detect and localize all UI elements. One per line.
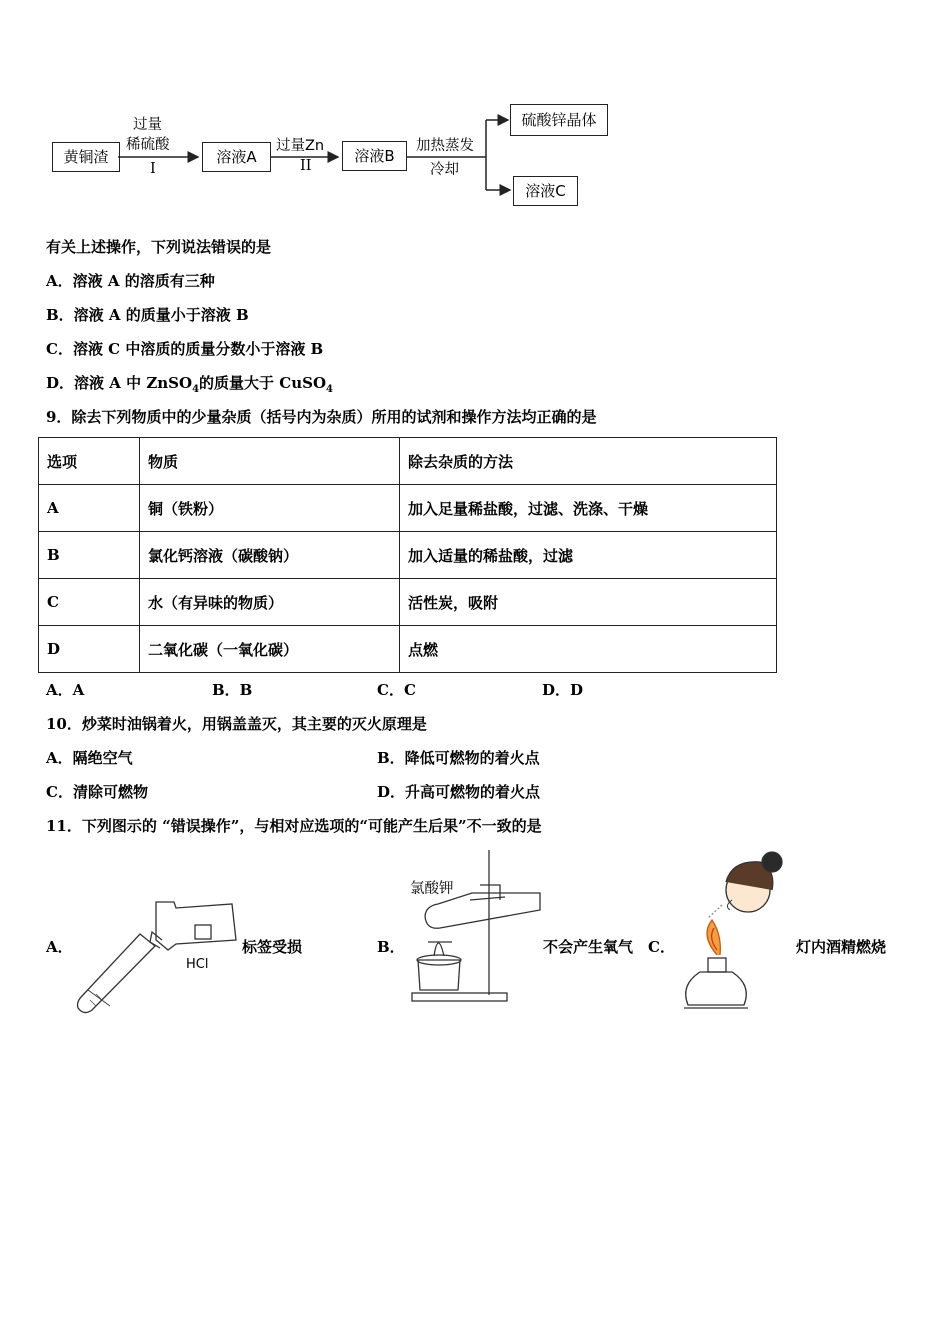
step3-bot-label: 冷却 (430, 162, 459, 178)
table-cell: 活性炭，吸附 (400, 579, 777, 626)
table-cell: B (39, 532, 140, 579)
q11-a-result: 标签受损 (242, 938, 303, 956)
table-row (39, 579, 777, 626)
table-cell: 加入足量稀盐酸，过滤、洗涤、干燥 (400, 485, 777, 532)
table-cell: D (39, 626, 140, 673)
q10-choice-b: B．降低可燃物的着火点 (377, 749, 540, 767)
q8-option-a: A．溶液 A 的溶质有三种 (46, 272, 215, 290)
table-cell: 加入适量的稀盐酸，过滤 (400, 532, 777, 579)
reagent-bottle-illustration (78, 902, 237, 1013)
q11-b-result: 不会产生氧气 (543, 938, 634, 956)
table-row (39, 485, 777, 532)
q9-choice-c: C．C (377, 681, 416, 699)
q9-table (38, 437, 777, 673)
table-cell: 氯化钙溶液（碳酸钠） (140, 532, 400, 579)
q8-option-c: C．溶液 C 中溶质的质量分数小于溶液 B (46, 340, 324, 358)
q11-c-label: C． (648, 938, 675, 956)
q11-a-label: A． (46, 938, 73, 956)
q10-choice-a: A．隔绝空气 (46, 749, 133, 767)
q9-choice-a: A．A (46, 681, 85, 699)
table-header-cell: 除去杂质的方法 (400, 438, 777, 485)
q8-stem: 有关上述操作，下列说法错误的是 (46, 238, 272, 256)
step3-top-label: 加热蒸发 (416, 138, 474, 154)
table-cell: 二氧化碳（一氧化碳） (140, 626, 400, 673)
q9-choice-d: D．D (542, 681, 584, 699)
q8-option-d: D．溶液 A 中 ZnSO$_4$的质量大于 CuSO$_4$ (46, 374, 333, 395)
table-row (39, 626, 777, 673)
step1-mid-label: 稀硫酸 (126, 137, 170, 153)
step2-top-label: 过量Zn (276, 138, 325, 154)
table-cell: 点燃 (400, 626, 777, 673)
q9-choice-b: B．B (212, 681, 253, 699)
alcohol-lamp-illustration (684, 852, 782, 1008)
q10-choice-d: D．升高可燃物的着火点 (377, 783, 541, 801)
table-cell: 铜（铁粉） (140, 485, 400, 532)
flow-crystal-box: 硫酸锌晶体 (510, 104, 608, 136)
q11-stem: 11．下列图示的 “错误操作”，与相对应选项的“可能产生后果”不一致的是 (46, 817, 542, 835)
q8-option-b: B．溶液 A 的质量小于溶液 B (46, 306, 249, 324)
hcl-label: HCl (186, 957, 209, 972)
q10-choice-c: C．清除可燃物 (46, 783, 148, 801)
step1-num-label: I (150, 161, 156, 177)
step2-num-label: II (300, 158, 312, 174)
table-cell: 水（有异味的物质） (140, 579, 400, 626)
table-cell: C (39, 579, 140, 626)
q10-stem: 10．炒菜时油锅着火，用锅盖盖灭，其主要的灭火原理是 (46, 715, 427, 733)
step1-top-label: 过量 (133, 117, 162, 133)
q9-stem: 9．除去下列物质中的少量杂质（括号内为杂质）所用的试剂和操作方法均正确的是 (46, 408, 597, 426)
table-header-cell: 选项 (39, 438, 140, 485)
table-cell: A (39, 485, 140, 532)
flow-solc-box: 溶液C (513, 176, 578, 206)
table-header-row (39, 438, 777, 485)
q11-b-label: B． (377, 938, 405, 956)
flow-sola-box: 溶液A (202, 142, 271, 172)
flow-solb-box: 溶液B (342, 141, 407, 171)
flow-start-box: 黄铜渣 (52, 142, 120, 172)
heating-apparatus-illustration (412, 850, 540, 1001)
table-row (39, 532, 777, 579)
chlorate-label: 氯酸钾 (410, 881, 454, 897)
q11-c-result: 灯内酒精燃烧 (796, 938, 887, 956)
table-header-cell: 物质 (140, 438, 400, 485)
